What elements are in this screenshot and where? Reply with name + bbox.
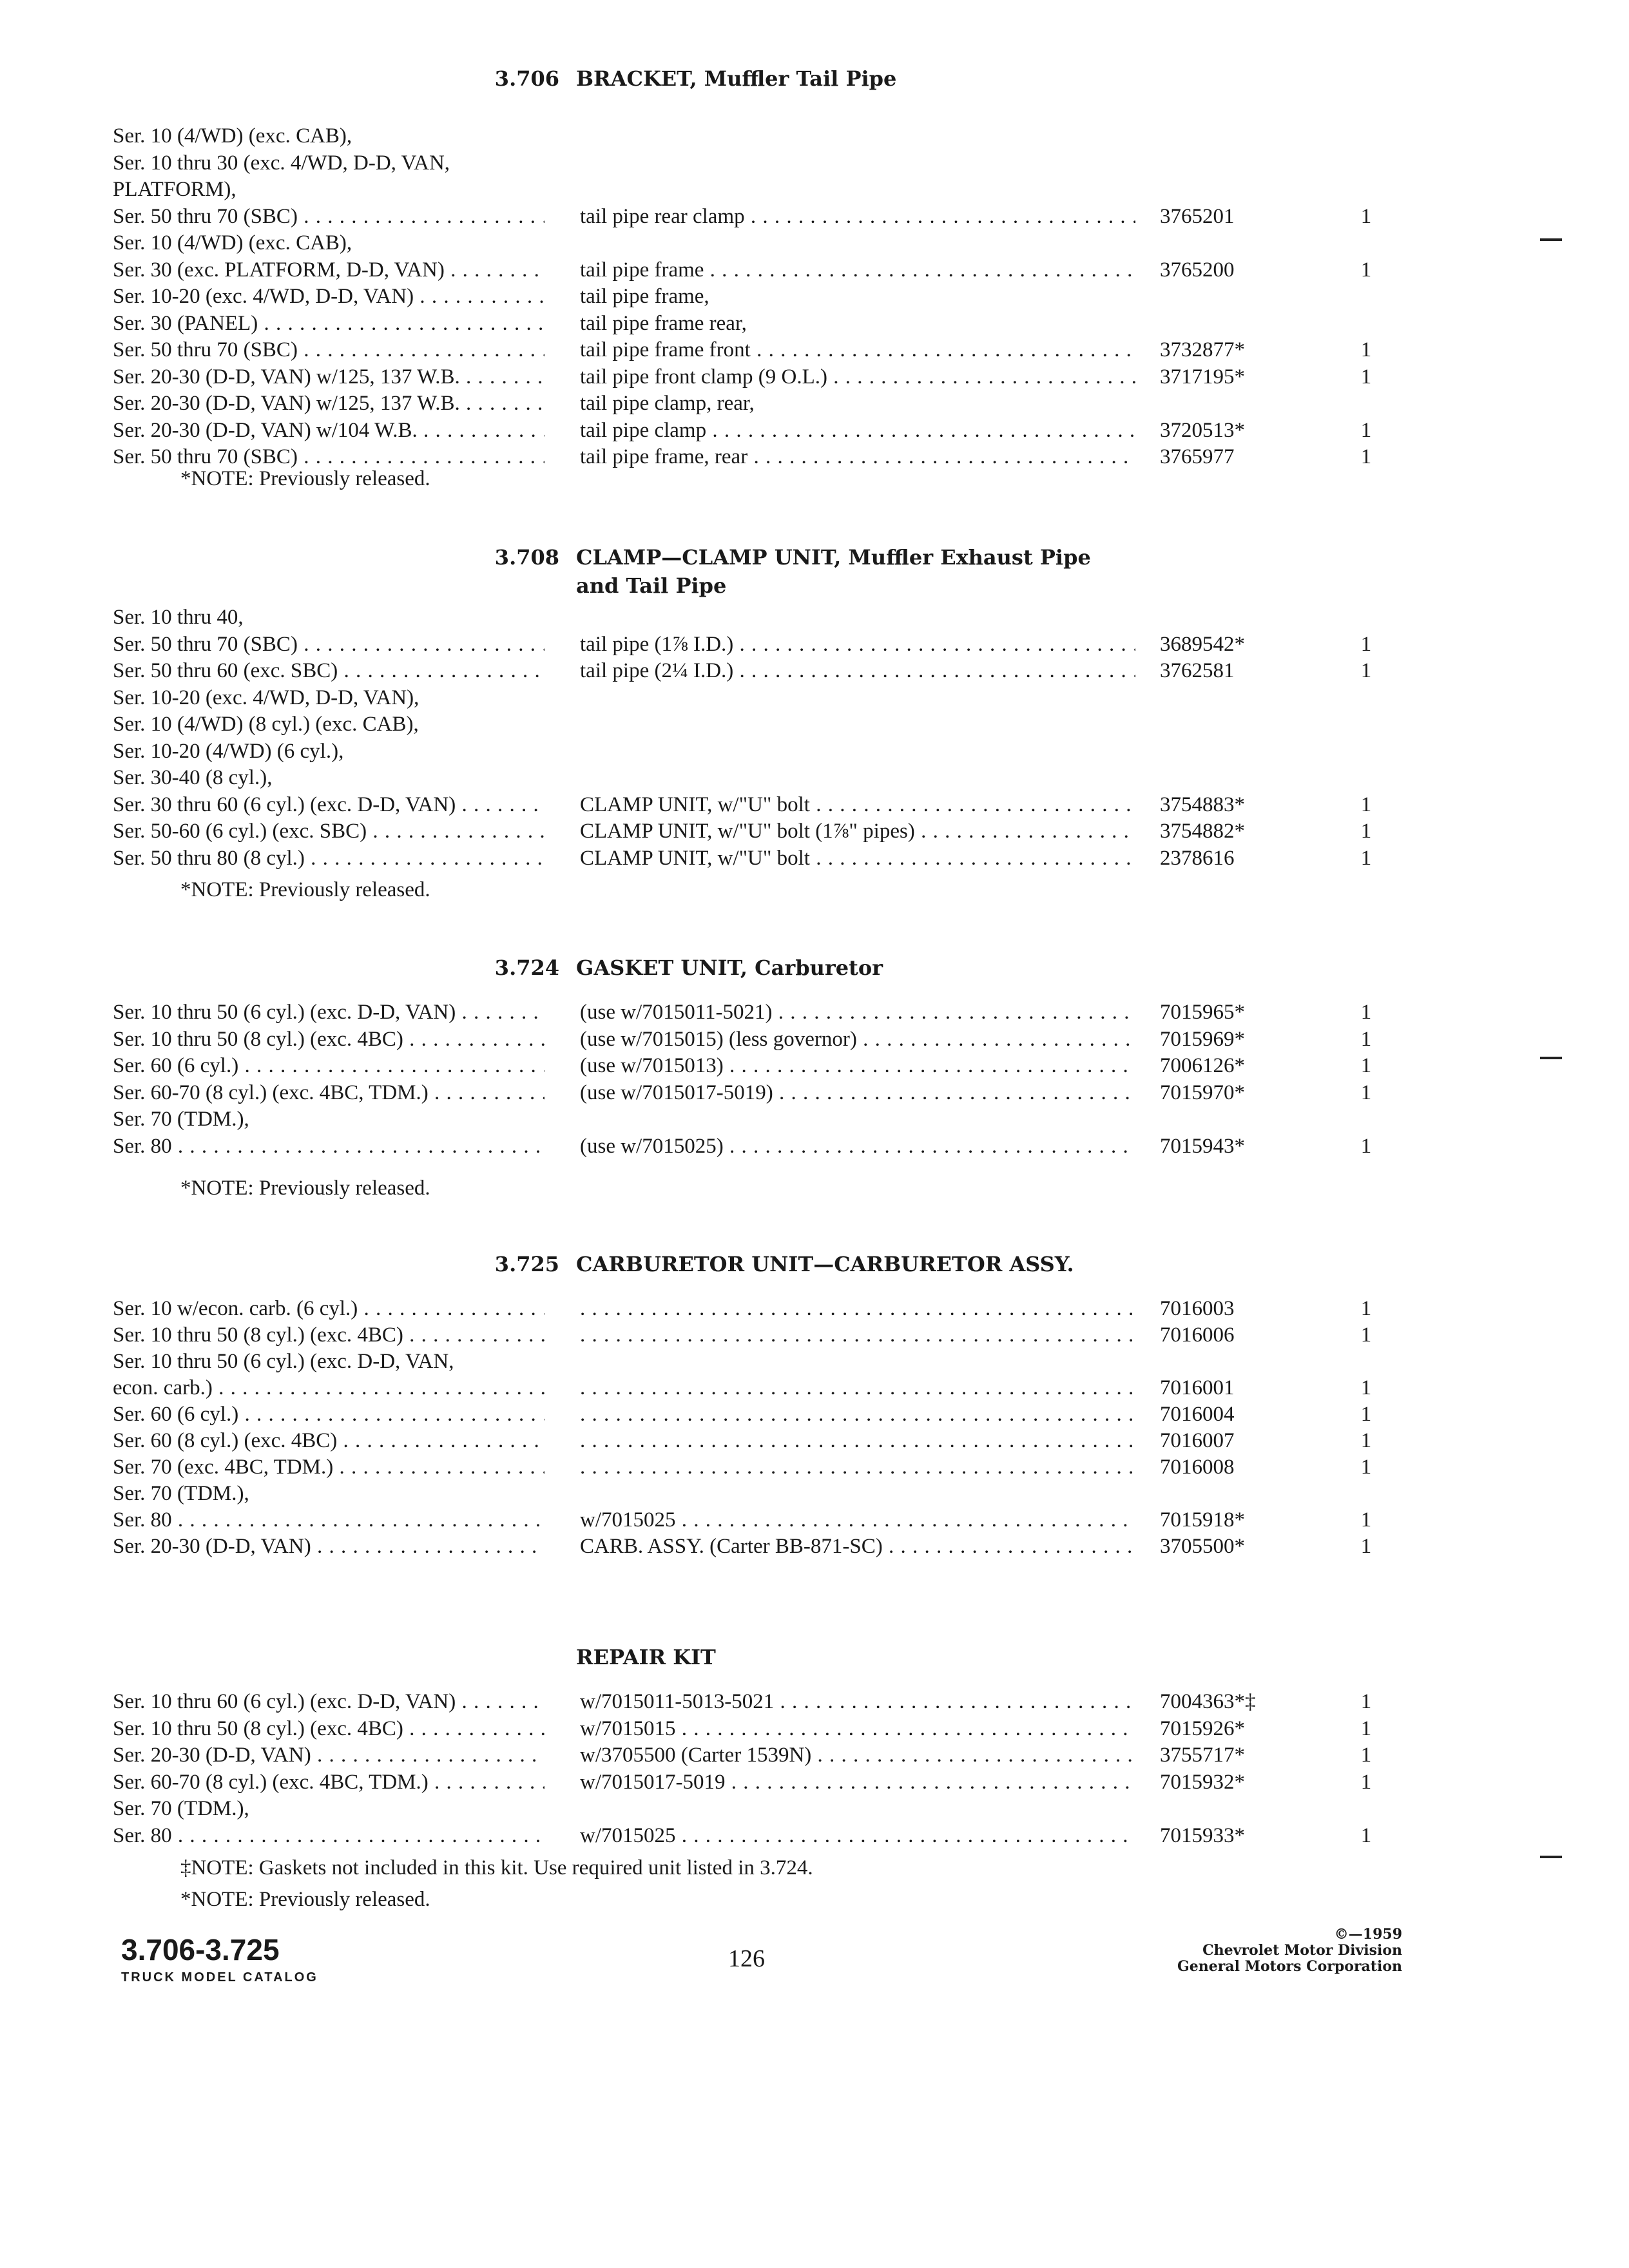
parts-row	[0, 1795, 1629, 1822]
quantity-cell: 1	[1360, 419, 1372, 442]
part-number-cell: 7016003	[1160, 1297, 1235, 1320]
description-cell: CLAMP UNIT, w/"U" bolt (1⅞" pipes) . . .	[580, 818, 1135, 845]
quantity-cell: 1	[1360, 1824, 1372, 1847]
quantity-cell: 1	[1360, 1508, 1372, 1532]
parts-row	[0, 711, 1629, 738]
part-number-cell: 3765200	[1160, 258, 1235, 282]
description-cell: (use w/7015011-5021) . . .	[580, 999, 1135, 1026]
parts-row	[0, 1052, 1629, 1079]
parts-row	[0, 1480, 1629, 1507]
application-cell: Ser. 10 thru 50 (8 cyl.) (exc. 4BC) . . .	[113, 1026, 545, 1053]
application-cell: Ser. 80 . . .	[113, 1822, 545, 1849]
description-cell	[580, 1401, 1135, 1428]
part-number-cell: 7015965*	[1160, 1001, 1245, 1024]
part-number-cell: 3765977	[1160, 445, 1235, 468]
parts-row	[0, 1106, 1629, 1133]
part-number-cell: 3754882*	[1160, 820, 1245, 843]
application-cell: Ser. 50 thru 70 (SBC) . . .	[113, 203, 545, 230]
page-range-label: 3.706-3.725	[121, 1933, 280, 1966]
application-cell: econ. carb.) . . .	[113, 1374, 545, 1401]
application-cell: Ser. 60 (8 cyl.) (exc. 4BC) . . .	[113, 1427, 545, 1454]
part-number-cell: 7015926*	[1160, 1717, 1245, 1740]
parts-row	[0, 1374, 1629, 1401]
part-number-cell: 7015969*	[1160, 1028, 1245, 1051]
application-cell: Ser. 10-20 (exc. 4/WD, D-D, VAN) . . .	[113, 283, 545, 310]
description-cell	[580, 1321, 1135, 1349]
part-number-cell: 7015932*	[1160, 1771, 1245, 1794]
margin-mark	[1540, 1856, 1562, 1858]
application-cell: Ser. 80 . . .	[113, 1133, 545, 1160]
application-cell: Ser. 80 . . .	[113, 1506, 545, 1533]
description-cell: tail pipe frame front . . .	[580, 336, 1135, 363]
parts-row	[0, 791, 1629, 818]
application-cell: Ser. 10 w/econ. carb. (6 cyl.) . . .	[113, 1295, 545, 1322]
quantity-cell: 1	[1360, 1456, 1372, 1479]
application-cell: Ser. 60-70 (8 cyl.) (exc. 4BC, TDM.) . . .	[113, 1769, 545, 1796]
application-cell: Ser. 70 (TDM.),	[113, 1797, 249, 1820]
section-number: 3.708	[494, 545, 559, 570]
description-cell: CLAMP UNIT, w/"U" bolt . . .	[580, 791, 1135, 818]
catalog-label: TRUCK MODEL CATALOG	[121, 1970, 318, 1984]
margin-mark	[1540, 1057, 1562, 1059]
application-cell: Ser. 10 thru 40,	[113, 606, 244, 629]
part-number-cell: 7015933*	[1160, 1824, 1245, 1847]
parts-row	[0, 203, 1629, 230]
description-cell	[580, 1295, 1135, 1322]
application-cell: Ser. 10 (4/WD) (8 cyl.) (exc. CAB),	[113, 713, 419, 736]
parts-row	[0, 1321, 1629, 1349]
copyright-line: ©—1959	[1334, 1926, 1402, 1943]
description-cell: w/7015011-5013-5021 . . .	[580, 1688, 1135, 1715]
parts-row	[0, 283, 1629, 310]
section-number: 3.724	[494, 956, 559, 980]
description-cell: w/3705500 (Carter 1539N) . . .	[580, 1742, 1135, 1769]
parts-row	[0, 1295, 1629, 1322]
parts-row	[0, 764, 1629, 791]
part-number-cell: 7016004	[1160, 1403, 1235, 1426]
quantity-cell: 1	[1360, 1081, 1372, 1104]
quantity-cell: 1	[1360, 1001, 1372, 1024]
description-cell: tail pipe clamp . . .	[580, 417, 1135, 444]
parts-row	[0, 845, 1629, 872]
application-cell: Ser. 30-40 (8 cyl.),	[113, 766, 273, 789]
section-title: GASKET UNIT, Carburetor	[576, 956, 883, 980]
application-cell: Ser. 10 thru 30 (exc. 4/WD, D-D, VAN,	[113, 151, 450, 175]
section-number: 3.725	[494, 1252, 559, 1276]
part-number-cell: 3705500*	[1160, 1535, 1245, 1558]
application-cell: Ser. 60 (6 cyl.) . . .	[113, 1052, 545, 1079]
section-heading	[488, 64, 896, 93]
parts-row	[0, 738, 1629, 765]
quantity-cell: 1	[1360, 1744, 1372, 1767]
part-number-cell: 3755717*	[1160, 1744, 1245, 1767]
part-number-cell: 3689542*	[1160, 633, 1245, 656]
copyright-line: General Motors Corporation	[1177, 1958, 1402, 1975]
application-cell: Ser. 60 (6 cyl.) . . .	[113, 1401, 545, 1428]
application-cell: Ser. 10 (4/WD) (exc. CAB),	[113, 231, 352, 255]
description-cell: tail pipe (1⅞ I.D.) . . .	[580, 631, 1135, 658]
part-number-cell: 3754883*	[1160, 793, 1245, 816]
part-number-cell: 3717195*	[1160, 365, 1245, 389]
application-cell: Ser. 20-30 (D-D, VAN) w/125, 137 W.B. . . .	[113, 390, 545, 417]
application-cell: Ser. 30 (PANEL) . . .	[113, 310, 545, 337]
parts-row	[0, 1688, 1629, 1715]
parts-row	[0, 1454, 1629, 1481]
part-number-cell: 3732877*	[1160, 338, 1245, 361]
application-cell: Ser. 20-30 (D-D, VAN) . . .	[113, 1533, 545, 1560]
description-cell: tail pipe rear clamp . . .	[580, 203, 1135, 230]
description-cell: w/7015017-5019 . . .	[580, 1769, 1135, 1796]
part-number-cell: 3762581	[1160, 659, 1235, 682]
application-cell: Ser. 10 thru 50 (8 cyl.) (exc. 4BC) . . .	[113, 1715, 545, 1742]
application-cell: Ser. 50 thru 70 (SBC) . . .	[113, 631, 545, 658]
parts-row	[0, 1715, 1629, 1742]
application-cell: PLATFORM),	[113, 178, 236, 201]
section-title: CLAMP—CLAMP UNIT, Muffler Exhaust Pipe	[576, 545, 1091, 570]
application-cell: Ser. 60-70 (8 cyl.) (exc. 4BC, TDM.) . . .	[113, 1079, 545, 1106]
section-title-line2: and Tail Pipe	[576, 573, 727, 598]
parts-row	[0, 363, 1629, 390]
section-note: *NOTE: Previously released.	[180, 1177, 430, 1200]
application-cell: Ser. 10-20 (4/WD) (6 cyl.),	[113, 740, 344, 763]
quantity-cell: 1	[1360, 1323, 1372, 1347]
parts-row	[0, 336, 1629, 363]
application-cell: Ser. 50 thru 70 (SBC) . . .	[113, 443, 545, 470]
description-cell: tail pipe frame, rear . . .	[580, 443, 1135, 470]
quantity-cell: 1	[1360, 1403, 1372, 1426]
application-cell: Ser. 10 thru 50 (8 cyl.) (exc. 4BC) . . .	[113, 1321, 545, 1349]
quantity-cell: 1	[1360, 445, 1372, 468]
part-number-cell: 7004363*‡	[1160, 1690, 1256, 1713]
parts-row	[0, 604, 1629, 631]
application-cell: Ser. 30 (exc. PLATFORM, D-D, VAN) . . .	[113, 256, 545, 284]
parts-row	[0, 256, 1629, 284]
description-cell: w/7015025 . . .	[580, 1506, 1135, 1533]
section-heading	[488, 1250, 1074, 1278]
description-cell: tail pipe (2¼ I.D.) . . .	[580, 657, 1135, 684]
application-cell: Ser. 70 (TDM.),	[113, 1482, 249, 1505]
parts-row	[0, 122, 1629, 149]
description-cell: (use w/7015025) . . .	[580, 1133, 1135, 1160]
parts-row	[0, 310, 1629, 337]
section-note: *NOTE: Previously released.	[180, 467, 430, 490]
parts-row	[0, 390, 1629, 417]
application-cell: Ser. 10 thru 50 (6 cyl.) (exc. D-D, VAN,	[113, 1350, 454, 1373]
quantity-cell: 1	[1360, 1535, 1372, 1558]
application-cell: Ser. 20-30 (D-D, VAN) w/125, 137 W.B. . . .	[113, 363, 545, 390]
quantity-cell: 1	[1360, 258, 1372, 282]
quantity-cell: 1	[1360, 1297, 1372, 1320]
quantity-cell: 1	[1360, 659, 1372, 682]
parts-row	[0, 1427, 1629, 1454]
section-note: *NOTE: Previously released.	[180, 878, 430, 901]
description-cell: CLAMP UNIT, w/"U" bolt . . .	[580, 845, 1135, 872]
application-cell: Ser. 10-20 (exc. 4/WD, D-D, VAN),	[113, 686, 419, 709]
quantity-cell: 1	[1360, 1028, 1372, 1051]
part-number-cell: 7016006	[1160, 1323, 1235, 1347]
parts-row	[0, 229, 1629, 256]
parts-row	[0, 149, 1629, 177]
parts-row	[0, 1401, 1629, 1428]
part-number-cell: 7015970*	[1160, 1081, 1245, 1104]
description-cell: (use w/7015013) . . .	[580, 1052, 1135, 1079]
parts-row	[0, 417, 1629, 444]
parts-row	[0, 1742, 1629, 1769]
section-note: *NOTE: Previously released.	[180, 1888, 430, 1911]
section-note: ‡NOTE: Gaskets not included in this kit. Use required unit listed in 3.724.	[180, 1856, 813, 1879]
description-cell: tail pipe frame . . .	[580, 256, 1135, 284]
copyright-line: Chevrolet Motor Division	[1202, 1942, 1402, 1959]
parts-row	[0, 818, 1629, 845]
parts-row	[0, 1506, 1629, 1533]
description-cell: (use w/7015017-5019) . . .	[580, 1079, 1135, 1106]
parts-row	[0, 1533, 1629, 1560]
parts-row	[0, 1769, 1629, 1796]
copyright-block	[1080, 1927, 1402, 1975]
quantity-cell: 1	[1360, 205, 1372, 228]
application-cell: Ser. 50 thru 70 (SBC) . . .	[113, 336, 545, 363]
quantity-cell: 1	[1360, 1054, 1372, 1077]
quantity-cell: 1	[1360, 1376, 1372, 1399]
application-cell: Ser. 30 thru 60 (6 cyl.) (exc. D-D, VAN) . . .	[113, 791, 545, 818]
parts-row	[0, 1822, 1629, 1849]
quantity-cell: 1	[1360, 1771, 1372, 1794]
quantity-cell: 1	[1360, 1690, 1372, 1713]
quantity-cell: 1	[1360, 1135, 1372, 1158]
section-heading	[488, 1643, 716, 1671]
parts-row	[0, 1133, 1629, 1160]
parts-row	[0, 1348, 1629, 1375]
application-cell: Ser. 10 thru 50 (6 cyl.) (exc. D-D, VAN) . . .	[113, 999, 545, 1026]
description-cell: w/7015015 . . .	[580, 1715, 1135, 1742]
parts-row	[0, 1079, 1629, 1106]
section-title: REPAIR KIT	[576, 1645, 716, 1669]
parts-row	[0, 176, 1629, 203]
part-number-cell: 7015918*	[1160, 1508, 1245, 1532]
application-cell: Ser. 10 thru 60 (6 cyl.) (exc. D-D, VAN) . . .	[113, 1688, 545, 1715]
part-number-cell: 3720513*	[1160, 419, 1245, 442]
application-cell: Ser. 10 (4/WD) (exc. CAB),	[113, 124, 352, 148]
section-heading	[488, 954, 883, 982]
quantity-cell: 1	[1360, 365, 1372, 389]
application-cell: Ser. 20-30 (D-D, VAN) . . .	[113, 1742, 545, 1769]
description-cell: tail pipe frame rear,	[580, 312, 747, 335]
parts-row	[0, 1026, 1629, 1053]
application-cell: Ser. 20-30 (D-D, VAN) w/104 W.B. . . .	[113, 417, 545, 444]
description-cell: tail pipe frame,	[580, 285, 709, 308]
description-cell: CARB. ASSY. (Carter BB-871-SC) . . .	[580, 1533, 1135, 1560]
part-number-cell: 2378616	[1160, 847, 1235, 870]
application-cell: Ser. 50 thru 80 (8 cyl.) . . .	[113, 845, 545, 872]
description-cell: w/7015025 . . .	[580, 1822, 1135, 1849]
section-title: CARBURETOR UNIT—CARBURETOR ASSY.	[576, 1252, 1074, 1276]
application-cell: Ser. 70 (TDM.),	[113, 1108, 249, 1131]
parts-row	[0, 631, 1629, 658]
section-title: BRACKET, Muffler Tail Pipe	[576, 66, 897, 91]
application-cell: Ser. 70 (exc. 4BC, TDM.) . . .	[113, 1454, 545, 1481]
description-cell: (use w/7015015) (less governor) . . .	[580, 1026, 1135, 1053]
description-cell	[580, 1427, 1135, 1454]
margin-mark	[1540, 238, 1562, 241]
application-cell: Ser. 50-60 (6 cyl.) (exc. SBC) . . .	[113, 818, 545, 845]
quantity-cell: 1	[1360, 1717, 1372, 1740]
description-cell	[580, 1454, 1135, 1481]
quantity-cell: 1	[1360, 1429, 1372, 1452]
description-cell: tail pipe front clamp (9 O.L.) . . .	[580, 363, 1135, 390]
section-heading	[488, 543, 1091, 598]
parts-row	[0, 657, 1629, 684]
quantity-cell: 1	[1360, 338, 1372, 361]
description-cell	[580, 1374, 1135, 1401]
quantity-cell: 1	[1360, 633, 1372, 656]
part-number-cell: 7015943*	[1160, 1135, 1245, 1158]
parts-row	[0, 999, 1629, 1026]
part-number-cell: 3765201	[1160, 205, 1235, 228]
part-number-cell: 7006126*	[1160, 1054, 1245, 1077]
page-number: 126	[728, 1945, 765, 1972]
quantity-cell: 1	[1360, 793, 1372, 816]
section-number: 3.706	[494, 66, 559, 91]
description-cell: tail pipe clamp, rear,	[580, 392, 755, 415]
quantity-cell: 1	[1360, 820, 1372, 843]
part-number-cell: 7016008	[1160, 1456, 1235, 1479]
part-number-cell: 7016001	[1160, 1376, 1235, 1399]
parts-row	[0, 684, 1629, 711]
part-number-cell: 7016007	[1160, 1429, 1235, 1452]
quantity-cell: 1	[1360, 847, 1372, 870]
application-cell: Ser. 50 thru 60 (exc. SBC) . . .	[113, 657, 545, 684]
